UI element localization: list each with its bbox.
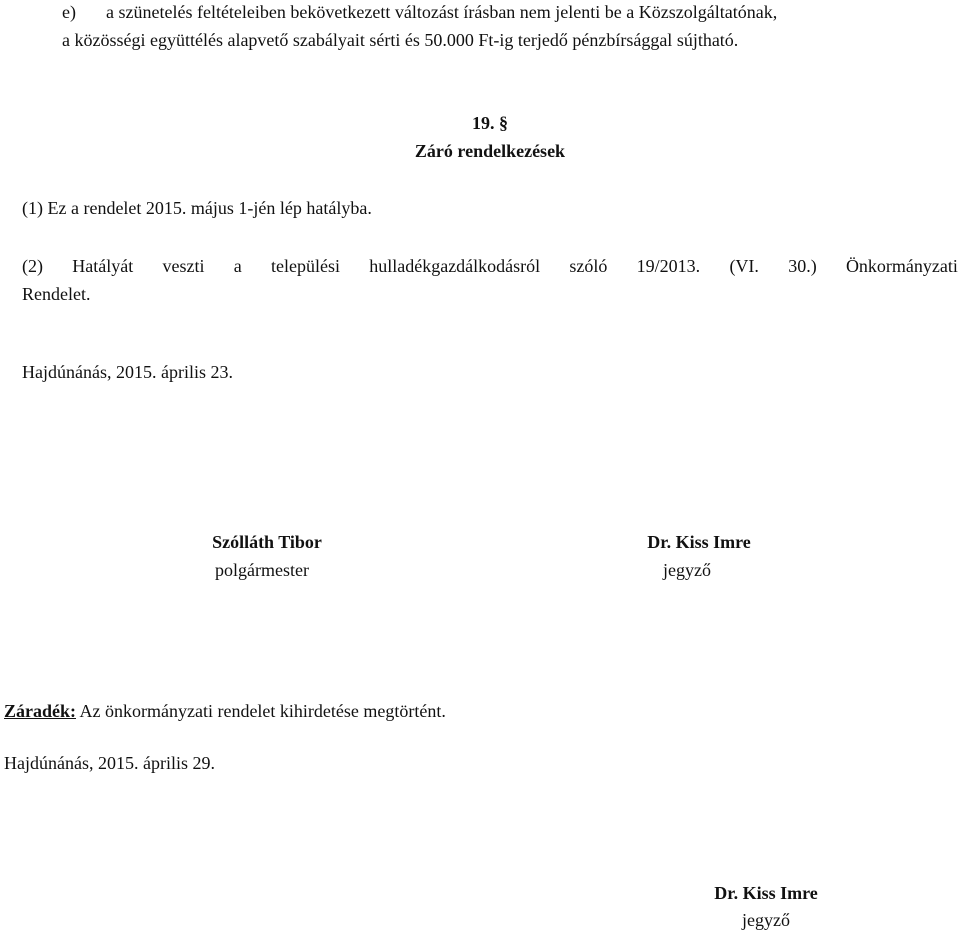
place-date: Hajdúnánás, 2015. április 23. <box>22 362 233 382</box>
p2-word: Önkormányzati <box>845 256 958 276</box>
section-title: Záró rendelkezések <box>414 141 566 161</box>
final-signature-role: jegyző <box>742 910 790 930</box>
p2-word: 19/2013. <box>636 256 701 276</box>
closing-clause <box>4 699 446 723</box>
closing-label: Záradék: <box>4 701 76 721</box>
p2-word: települési <box>270 256 340 276</box>
paragraph-2-line1 <box>22 254 958 278</box>
p2-word: (2) <box>22 256 43 276</box>
list-marker-e: e) <box>62 2 76 22</box>
p2-word: a <box>233 256 242 276</box>
p2-word: 30.) <box>788 256 817 276</box>
item-e-line1: a szünetelés feltételeiben bekövetkezett változást írásban nem jelenti be a Közszolgáltatónak, <box>106 2 778 22</box>
paragraph-1: (1) Ez a rendelet 2015. május 1-jén lép hatályba. <box>22 198 372 218</box>
p2-word: Hatályát <box>72 256 134 276</box>
item-e-line2: a közösségi együttélés alapvető szabályait sérti és 50.000 Ft-ig terjedő pénzbírsággal sújtható. <box>62 30 739 50</box>
closing-date: Hajdúnánás, 2015. április 29. <box>4 753 215 773</box>
section-number: 19. § <box>472 113 508 133</box>
signature-right-role: jegyző <box>663 560 711 580</box>
signature-left-name: Szólláth Tibor <box>212 532 322 552</box>
p2-word: szóló <box>569 256 608 276</box>
p2-word: veszti <box>162 256 205 276</box>
signature-right-name: Dr. Kiss Imre <box>647 532 751 552</box>
paragraph-2-line2: Rendelet. <box>22 284 91 304</box>
closing-text: Az önkormányzati rendelet kihirdetése megtörtént. <box>76 701 446 721</box>
p2-word: (VI. <box>729 256 759 276</box>
final-signature-name: Dr. Kiss Imre <box>714 883 818 903</box>
signature-left-role: polgármester <box>215 560 309 580</box>
p2-word: hulladékgazdálkodásról <box>369 256 541 276</box>
